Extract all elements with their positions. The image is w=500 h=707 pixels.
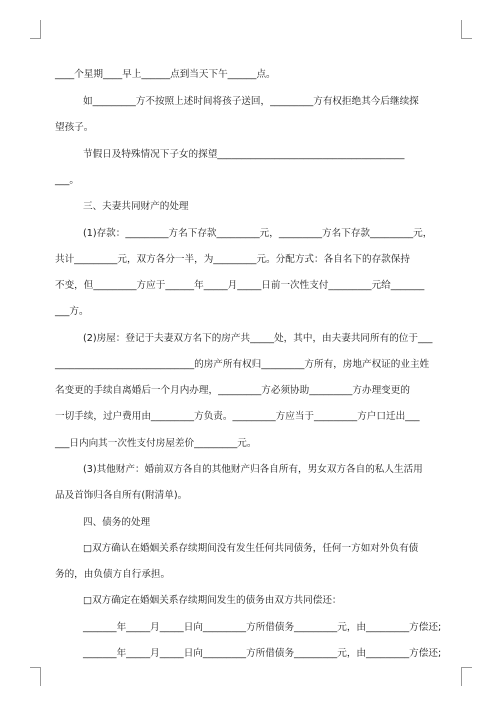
crop-mark-top-left bbox=[30, 20, 41, 39]
deposit-clause-line-1: (1)存款：_________方名下存款_________元，_________方名下存款_________元， bbox=[83, 228, 433, 239]
debt-option-1-line-1: □双方确认在婚姻关系存续期间没有发生任何共同债务，任何一方如对外负有债 bbox=[83, 543, 419, 554]
other-property-line-1: (3)其他财产：婚前双方各自的其他财产归各自所有，男女双方各自的私人生活用 bbox=[83, 464, 423, 475]
section-heading-property: 三、夫妻共同财产的处理 bbox=[83, 201, 189, 212]
holiday-visitation-line: 节假日及特殊情况下子女的探望_______________________________________ bbox=[83, 149, 405, 160]
deposit-clause-line-2: 共计_________元，双方各分一半，为_________元。分配方式：各自名下的存款保持 bbox=[55, 254, 410, 265]
house-clause-line-2: _____________________________的房产所有权归_________方所有，房地产权证的业主姓 bbox=[55, 359, 430, 370]
other-property-line-2: 品及首饰归各自所有(附清单)。 bbox=[55, 490, 188, 501]
deposit-clause-line-3: 不变，但_________方应于______年_____月_____日前一次性支付_________元给_______ bbox=[55, 280, 425, 291]
crop-mark-bottom-left bbox=[30, 667, 41, 686]
house-clause-line-4: 一切手续，过户费用由_________方负责。_________方应当于_________方户口迁出___ bbox=[55, 411, 420, 422]
house-clause-line-5: ___日内向其一次性支付房屋差价_________元。 bbox=[55, 438, 257, 449]
house-clause-line-1: (2)房屋：登记于夫妻双方名下的房产共_____处，其中，由夫妻共同所有的位于___ bbox=[83, 333, 433, 344]
visitation-time-line: ____个星期____早上______点到当天下午______点。 bbox=[55, 69, 276, 80]
deposit-clause-line-4: ___方。 bbox=[55, 306, 89, 317]
crop-mark-bottom-right bbox=[461, 667, 472, 686]
house-clause-line-3: 名变更的手续自离婚后一个月内办理，_________方必须协助_________方办理变更的 bbox=[55, 385, 410, 396]
holiday-visitation-cont: ___。 bbox=[55, 175, 79, 186]
visitation-return-clause-cont: 望孩子。 bbox=[55, 122, 94, 133]
section-heading-debt: 四、债务的处理 bbox=[83, 517, 151, 528]
debt-entry-line-1: _______年_____月_____日向_________方所借债务_________元，由_________方偿还; bbox=[83, 622, 442, 633]
crop-mark-top-right bbox=[461, 20, 472, 39]
debt-option-1-line-2: 务的，由负债方自行承担。 bbox=[55, 569, 171, 580]
debt-entry-line-2: _______年_____月_____日向_________方所借债务_________元，由_________方偿还; bbox=[83, 648, 442, 659]
visitation-return-clause: 如_________方不按照上述时间将孩子送回，_________方有权拒绝其今后继续探 bbox=[83, 96, 419, 107]
debt-option-2-line: □双方确定在婚姻关系存续期间发生的债务由双方共同偿还： bbox=[83, 595, 342, 606]
